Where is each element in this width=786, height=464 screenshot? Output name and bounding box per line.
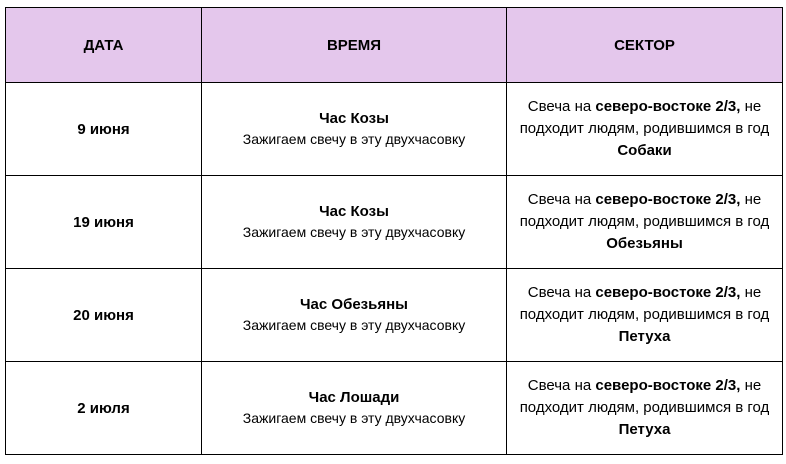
sector-cell [507,176,783,269]
sector-sign: Петуха [618,328,671,345]
hour-name: Час Козы [319,110,389,127]
table-row [6,83,783,176]
date-cell: 9 июня [6,83,202,176]
header-date: ДАТА [6,8,202,83]
sector-place: северо-востоке 2/3, [595,191,741,208]
hour-note: Зажигаем свечу в эту двухчасовку [242,410,466,426]
hour-name: Час Лошади [308,389,400,406]
time-cell [202,176,507,269]
sector-middle: не подходит людям, родившимся в год [519,377,770,416]
hour-name: Час Обезьяны [300,296,408,313]
table-row [6,269,783,362]
header-sector: СЕКТОР [507,8,783,83]
sector-place: северо-востоке 2/3, [595,284,741,301]
table-row [6,176,783,269]
date-cell: 20 июня [6,269,202,362]
hour-note: Зажигаем свечу в эту двухчасовку [242,224,466,240]
sector-cell [507,83,783,176]
hour-note: Зажигаем свечу в эту двухчасовку [242,317,466,333]
sector-cell [507,362,783,455]
sector-prefix: Свеча на [527,284,596,301]
hour-name: Час Козы [319,203,389,220]
sector-prefix: Свеча на [527,377,596,394]
time-cell [202,83,507,176]
candle-schedule-table [5,7,783,455]
time-cell [202,362,507,455]
header-time: ВРЕМЯ [202,8,507,83]
sector-cell [507,269,783,362]
table-header-row [6,8,783,83]
date-cell: 19 июня [6,176,202,269]
sector-prefix: Свеча на [527,191,596,208]
sector-sign: Собаки [617,142,672,159]
sector-middle: не подходит людям, родившимся в год [519,191,770,230]
sector-middle: не подходит людям, родившимся в год [519,284,770,323]
sector-place: северо-востоке 2/3, [595,377,741,394]
time-cell [202,269,507,362]
sector-place: северо-востоке 2/3, [595,98,741,115]
sector-sign: Обезьяны [606,235,683,252]
hour-note: Зажигаем свечу в эту двухчасовку [242,131,466,147]
sector-middle: не подходит людям, родившимся в год [519,98,770,137]
sector-sign: Петуха [618,421,671,438]
date-cell: 2 июля [6,362,202,455]
sector-prefix: Свеча на [527,98,596,115]
table-row [6,362,783,455]
